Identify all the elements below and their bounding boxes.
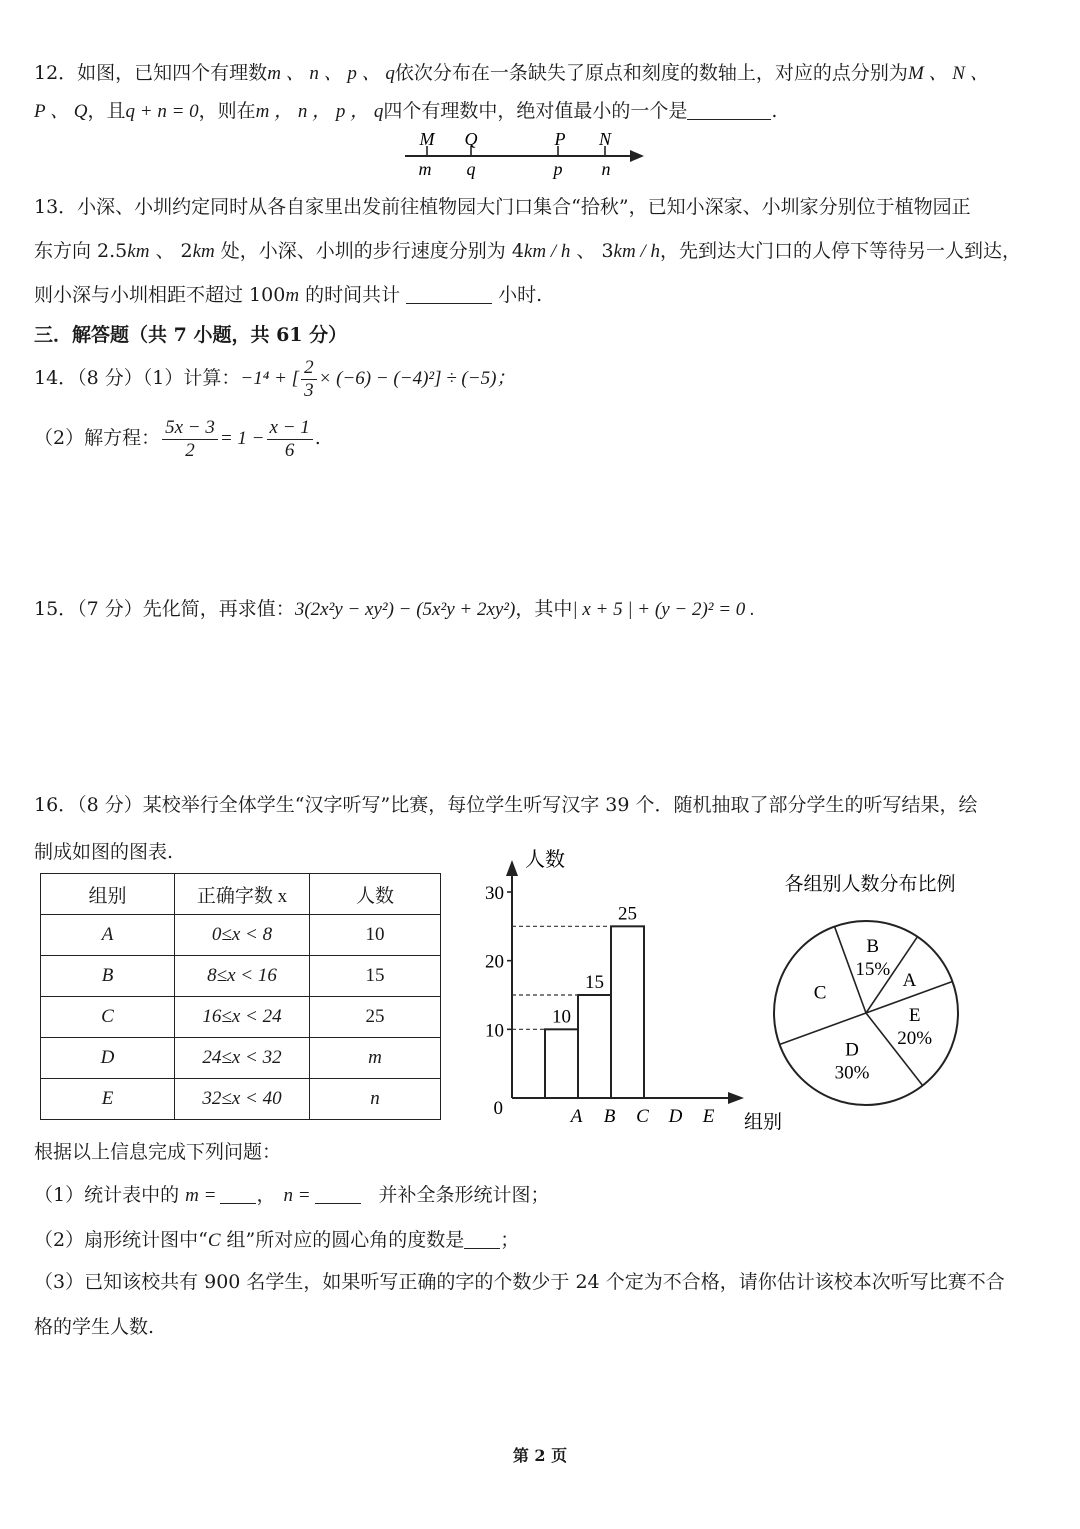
cell-count: 25: [310, 997, 441, 1038]
q14-expr-a: −1⁴ + [: [240, 368, 300, 389]
m-answer-blank[interactable]: [220, 1203, 256, 1204]
bar-value-label: 15: [585, 972, 604, 993]
table-row: [41, 956, 441, 997]
x-tick-label: C: [636, 1106, 649, 1127]
q14-part2: [34, 413, 321, 463]
n-answer-blank[interactable]: [315, 1203, 361, 1204]
q14-equals: = 1 −: [219, 428, 265, 449]
q12-text-b: 依次分布在一条缺失了原点和刻度的数轴上，对应的点分别为: [394, 62, 908, 84]
frac3-numerator: x − 1: [267, 417, 313, 440]
x-tick-label: E: [702, 1106, 715, 1127]
header-people: 人数: [310, 874, 441, 915]
header-group: 组别: [41, 874, 175, 915]
q12-equation: q + n = 0: [125, 101, 199, 122]
bar-value-label: 25: [618, 903, 637, 925]
q15-label: 15．（7 分）先化简，再求值：: [34, 598, 295, 620]
pie-chart: [760, 860, 980, 1110]
page-number: 第 2 页: [512, 1446, 568, 1465]
q13-text-d: 、 3: [570, 240, 614, 262]
sub1-m: m =: [185, 1185, 217, 1206]
q12-text-end: .: [771, 100, 778, 122]
q16-sub2: [34, 1228, 519, 1253]
cell-range: 8≤x < 16: [207, 965, 277, 986]
q14-fraction-1: [301, 357, 317, 402]
q13-unit-5: m: [285, 285, 300, 306]
x-tick-label: D: [668, 1106, 683, 1127]
pie-slice-percent: 20%: [897, 1027, 933, 1049]
frac1-numerator: 2: [301, 357, 317, 380]
q12-answer-blank[interactable]: [687, 119, 771, 120]
bar-chart: [470, 840, 790, 1140]
q13-unit-1: km: [127, 241, 150, 262]
q12-vars-2: m ， n ， p ， q: [255, 101, 384, 122]
label-q: q: [466, 159, 476, 179]
q16-instructions: 根据以上信息完成下列问题：: [34, 1141, 282, 1163]
pie-slice-percent: 15%: [855, 959, 891, 981]
axis-arrow-icon: [630, 150, 644, 162]
section-3-heading: 三．解答题（共 7 小题，共 61 分）: [34, 324, 348, 346]
pie-slice-percent: 30%: [834, 1062, 870, 1084]
label-N: N: [598, 129, 612, 149]
label-M: M: [419, 129, 435, 149]
q13-line3: [34, 283, 542, 308]
q12-text-a: 12．如图，已知四个有理数: [34, 62, 268, 84]
x-axis-title: 组别: [744, 1112, 783, 1133]
q12-vars: m 、 n 、 p 、 q: [267, 63, 395, 84]
x-tick-label: A: [570, 1106, 583, 1127]
pie-slice-label: A: [902, 970, 917, 992]
y-tick-label: 0: [493, 1098, 503, 1119]
sub1-text: 并补全条形统计图；: [378, 1184, 550, 1206]
cell-count: 15: [310, 956, 441, 997]
y-axis-arrow-icon: [506, 860, 518, 876]
pie-marks: [774, 921, 958, 1105]
cell-count: n: [370, 1088, 380, 1109]
cell-count: 10: [310, 915, 441, 956]
q13-text-c: 处，小深、小圳的步行速度分别为 4: [214, 240, 524, 262]
label-m: m: [418, 159, 432, 179]
frac2-numerator: 5x − 3: [162, 417, 218, 440]
q13-text-b: 、 2: [149, 240, 193, 262]
q13-line2: [34, 239, 1021, 264]
q13-unit-3: km / h: [523, 241, 571, 262]
q16-line2: 制成如图的图表.: [34, 841, 174, 863]
table-row: [41, 997, 441, 1038]
label-Q: Q: [464, 129, 478, 149]
q16-line1: 16．（8 分）某校举行全体学生“汉字听写”比赛，每位学生听写汉字 39 个．随机抽取了部分学生的听写结果，绘: [34, 794, 978, 816]
q14-part1: [34, 353, 515, 403]
y-tick-label: 20: [485, 951, 504, 973]
q12-line2: [34, 99, 777, 124]
x-axis-arrow-icon: [728, 1092, 744, 1104]
q12-number-line: [400, 128, 650, 180]
cell-group: B: [101, 965, 114, 986]
cell-group: A: [101, 924, 114, 945]
q15-where: ，其中: [515, 598, 573, 620]
cell-group: C: [101, 1006, 114, 1027]
sub1-n: n =: [283, 1185, 311, 1206]
q14-label-1: 14．（8 分）（1）计算：: [34, 367, 241, 389]
q15-expression: 3(2x²y − xy²) − (5x²y + 2xy²): [294, 599, 516, 620]
q14-label-2: （2）解方程：: [34, 427, 161, 449]
cell-group: E: [101, 1088, 114, 1109]
q13-answer-blank[interactable]: [406, 303, 492, 304]
q12-text-e: 四个有理数中，绝对值最小的一个是: [383, 100, 688, 122]
q12-text-c: ，且: [87, 100, 126, 122]
label-P: P: [554, 129, 566, 149]
table-row: [41, 1079, 441, 1120]
q13-text-h: 小时.: [498, 284, 543, 306]
table-header-row: [41, 874, 441, 915]
q16-sub3-line2: 格的学生人数.: [34, 1316, 155, 1338]
x-tick-label: B: [603, 1106, 616, 1127]
angle-answer-blank[interactable]: [464, 1248, 500, 1249]
q13-text-g: 的时间共计: [299, 284, 401, 306]
q15-line: [34, 597, 755, 622]
q12-points: M 、 N 、: [907, 63, 989, 84]
cell-range: 32≤x < 40: [202, 1088, 282, 1109]
y-axis-title: 人数: [525, 849, 565, 871]
q13-unit-4: km / h: [613, 241, 660, 262]
sub1-label: （1）统计表中的: [34, 1184, 186, 1206]
bar-marks: [485, 883, 715, 1127]
q12-line1: [34, 61, 989, 86]
table-row: [41, 1038, 441, 1079]
frac1-denominator: 3: [304, 379, 314, 401]
cell-range: 0≤x < 8: [211, 924, 273, 945]
pie-slice-label: E: [908, 1004, 921, 1026]
q13-unit-2: km: [192, 241, 215, 262]
table-row: [41, 915, 441, 956]
cell-range: 24≤x < 32: [202, 1047, 282, 1068]
sub2-text: 组”所对应的圆心角的度数是: [220, 1229, 465, 1251]
q14-period: .: [314, 427, 321, 449]
q13-text-f: 则小深与小圳相距不超过 100: [34, 284, 286, 306]
y-tick-label: 30: [485, 883, 504, 904]
pie-slice-label: B: [866, 936, 880, 958]
sub2-end: ；: [500, 1229, 520, 1251]
q16-data-table: [40, 873, 441, 1120]
label-p: p: [553, 159, 563, 179]
q16-sub3-line1: （3）已知该校共有 900 名学生，如果听写正确的字的个数少于 24 个定为不合格，请你估计该校本次听写比赛不合: [34, 1271, 1005, 1293]
q14-fraction-3: [267, 417, 313, 462]
q13-text-e: ，先到达大门口的人停下等待另一人到达，: [659, 240, 1021, 262]
header-correct-count: 正确字数 x: [175, 874, 310, 915]
pie-slice-label: C: [813, 982, 827, 1004]
frac3-denominator: 6: [284, 439, 295, 461]
pie-title: 各组别人数分布比例: [784, 874, 956, 895]
q14-fraction-2: [162, 417, 218, 462]
cell-range: 16≤x < 24: [202, 1006, 282, 1027]
q14-expr-b: × (−6) − (−4)²] ÷ (−5)；: [318, 368, 516, 389]
q12-points-2: P 、 Q: [34, 101, 88, 122]
bar: [545, 1029, 578, 1098]
cell-count: m: [368, 1047, 382, 1068]
q13-line1: 13．小深、小圳约定同时从各自家里出发前往植物园大门口集合“拾秋”，已知小深家、小圳家分别位于植物园正: [34, 196, 971, 218]
bar: [611, 926, 644, 1098]
sub1-comma: ，: [256, 1184, 276, 1206]
frac2-denominator: 2: [185, 439, 195, 461]
y-tick-label: 10: [485, 1020, 504, 1042]
q12-text-d: ，则在: [198, 100, 256, 122]
sub2-label: （2）扇形统计图中“: [34, 1229, 208, 1251]
sub2-group: C: [207, 1230, 221, 1251]
q15-condition: | x + 5 | + (y − 2)² = 0 .: [572, 599, 755, 620]
bar: [578, 995, 611, 1098]
cell-group: D: [100, 1047, 115, 1068]
q13-text-a: 东方向 2.5: [34, 240, 128, 262]
label-n: n: [601, 159, 611, 179]
bar-value-label: 10: [552, 1006, 571, 1028]
pie-slice-label: D: [845, 1039, 859, 1061]
q16-sub1: [34, 1183, 550, 1208]
